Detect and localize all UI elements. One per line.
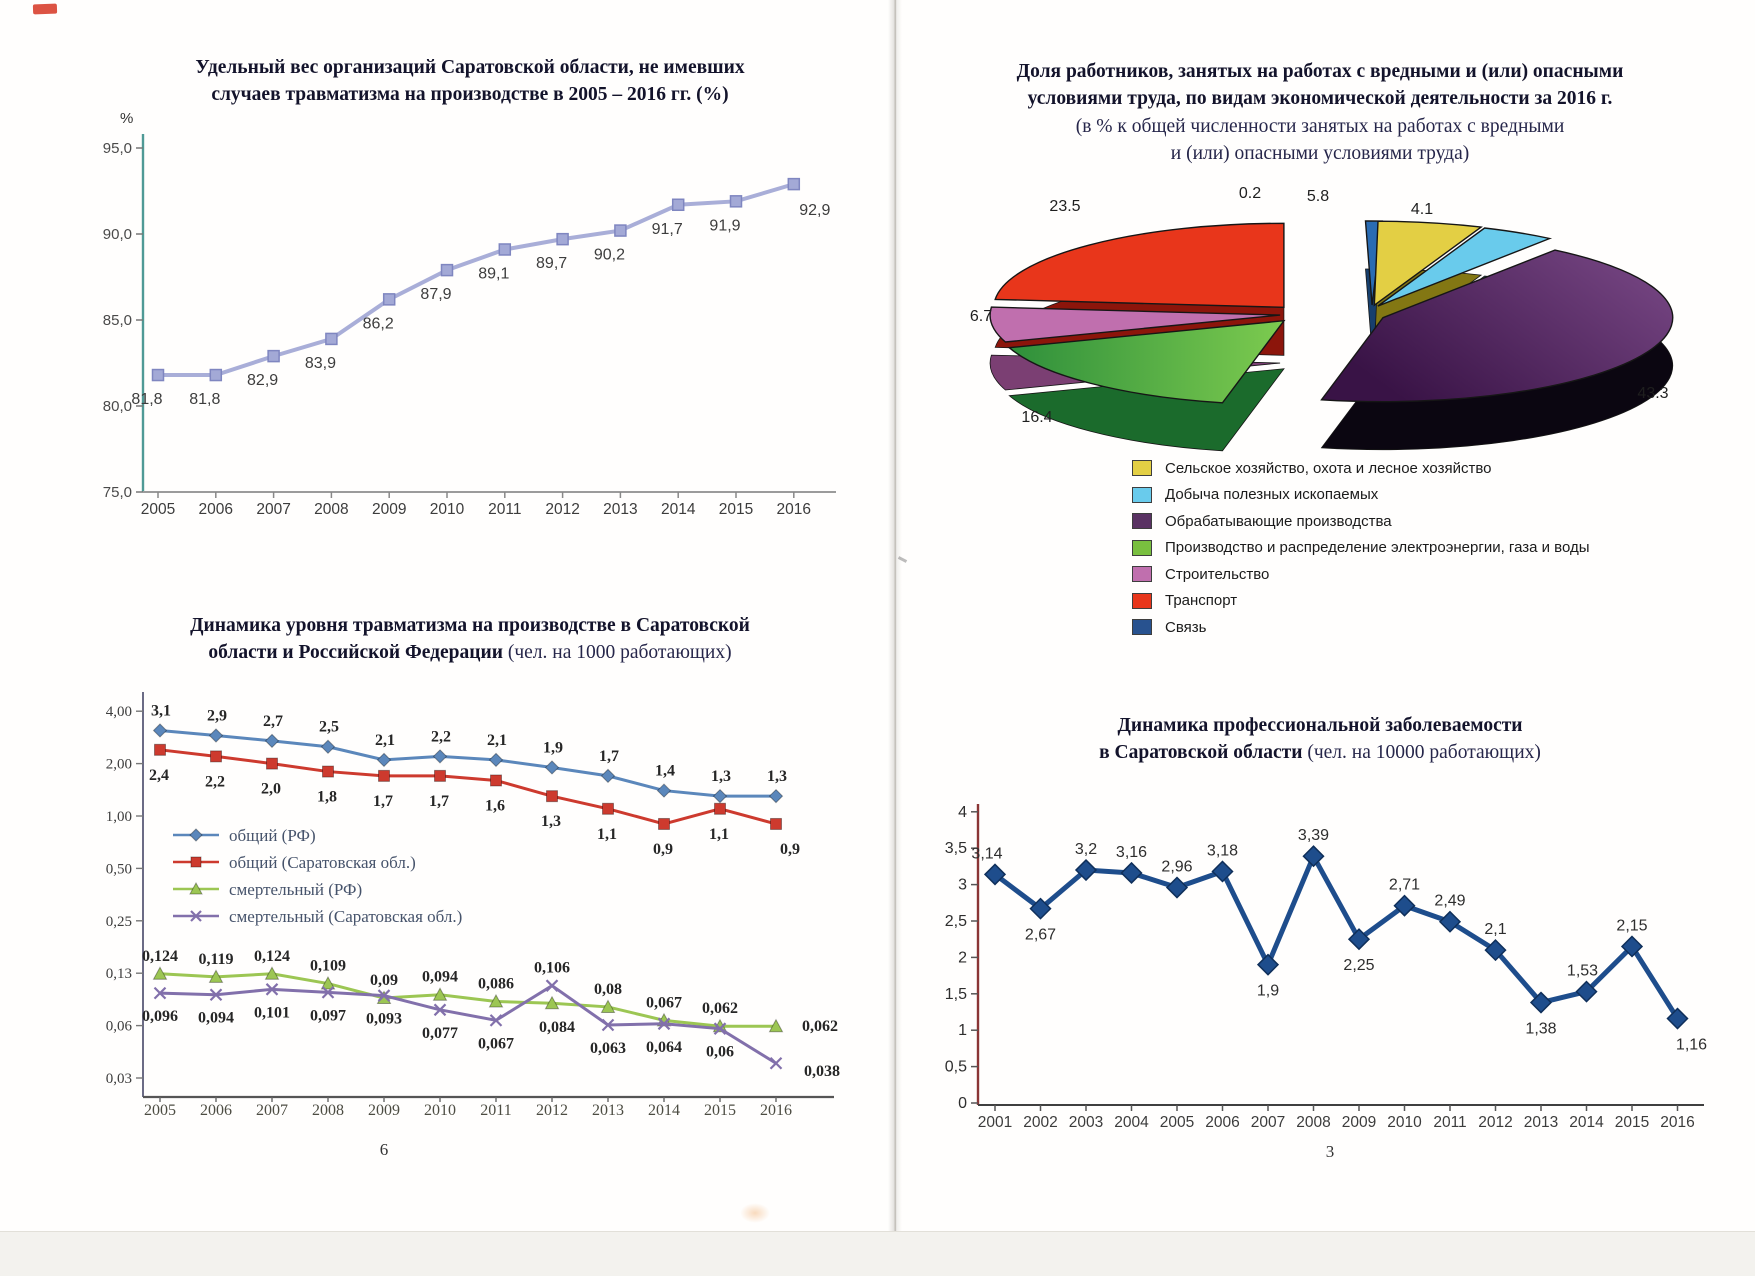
- chart2-title-line1: Динамика уровня травматизма на производстве в Саратовской: [190, 615, 750, 636]
- x-tick-label: 2009: [1341, 1114, 1377, 1131]
- red-scan-mark: [33, 4, 57, 15]
- x-tick-label: 2011: [480, 1102, 512, 1119]
- point-label: 0,109: [310, 957, 346, 975]
- x-tick-label: 2013: [1523, 1114, 1559, 1131]
- y-tick-label: 0,03: [105, 1071, 132, 1087]
- data-point-marker: [659, 818, 670, 829]
- chart1-y-axis-unit: %: [120, 110, 134, 127]
- point-label: 0,106: [534, 959, 570, 977]
- point-label: 1,3: [767, 768, 787, 786]
- x-tick-label: 2010: [1387, 1114, 1422, 1131]
- right-page-number: 3: [1325, 1142, 1335, 1161]
- point-label: 1,7: [373, 792, 393, 810]
- x-tick-label: 2012: [536, 1102, 568, 1119]
- legend-label: Транспорт: [1165, 592, 1238, 610]
- data-point-marker: [771, 818, 782, 829]
- pie-title-line1: Доля работников, занятых на работах с вредными и (или) опасными: [1016, 61, 1624, 82]
- pie-legend-item: [1132, 614, 1590, 641]
- data-point-marker: [1304, 846, 1324, 866]
- x-tick-label: 2008: [314, 501, 349, 518]
- point-label: 0,9: [780, 840, 800, 858]
- chart4-title-units: (чел. на 10000 работающих): [1307, 742, 1541, 764]
- data-point-marker: [658, 784, 671, 797]
- data-point-marker: [268, 351, 279, 362]
- point-label: 3,18: [1206, 842, 1239, 860]
- y-tick-label: 4,00: [105, 704, 132, 721]
- data-point-marker: [434, 750, 447, 763]
- data-point-marker: [322, 740, 335, 753]
- point-label: 3,2: [1074, 841, 1098, 859]
- point-label: 1,1: [709, 825, 729, 843]
- point-label: 2,1: [375, 731, 395, 749]
- point-label: 1,7: [599, 747, 619, 765]
- point-label: 0,064: [646, 1038, 682, 1056]
- x-tick-label: 2005: [140, 501, 176, 518]
- pie-legend-item: [1132, 455, 1590, 482]
- point-label: 0,062: [802, 1018, 838, 1036]
- data-point-marker: [267, 758, 278, 769]
- point-label: 2,1: [487, 731, 507, 749]
- point-label: 2,49: [1434, 892, 1466, 910]
- x-tick-label: 2015: [704, 1102, 736, 1119]
- y-tick-label: 3: [958, 876, 967, 894]
- data-point-marker: [435, 770, 446, 781]
- chart-injury-dynamics: [105, 678, 863, 1136]
- data-point-marker: [731, 196, 742, 207]
- data-point-marker: [499, 244, 510, 255]
- x-tick-label: 2007: [256, 501, 291, 518]
- data-point-marker: [770, 790, 783, 803]
- point-label: 2,71: [1388, 876, 1421, 894]
- y-tick-label: 2,5: [944, 913, 967, 930]
- point-label: 0,094: [198, 1009, 234, 1027]
- data-line: [160, 974, 776, 1026]
- point-label: 90,2: [593, 246, 625, 264]
- x-tick-label: 2008: [312, 1102, 344, 1119]
- y-tick-label: 4: [958, 803, 967, 821]
- y-tick-label: 95,0: [102, 140, 132, 157]
- x-tick-label: 2006: [1205, 1114, 1240, 1131]
- x-tick-label: 2005: [1159, 1114, 1195, 1131]
- point-label: 91,9: [709, 217, 741, 235]
- chart-no-injury-share: [102, 118, 853, 526]
- point-label: 1,7: [429, 792, 449, 810]
- point-label: 2,0: [261, 780, 281, 798]
- orange-smudge: [740, 1203, 770, 1223]
- pie-slice: [995, 223, 1284, 307]
- point-label: 1,8: [317, 788, 337, 806]
- data-point-marker: [1213, 861, 1233, 881]
- x-tick-label: 2001: [977, 1114, 1013, 1131]
- point-label: 0,067: [478, 1035, 514, 1053]
- data-point-marker: [491, 775, 502, 786]
- point-label: 0,063: [590, 1039, 626, 1057]
- data-point-marker: [210, 729, 223, 742]
- data-point-marker: [378, 753, 391, 766]
- data-point-marker: [154, 724, 167, 737]
- data-point-marker: [715, 803, 726, 814]
- y-tick-label: 0,5: [944, 1058, 967, 1076]
- pie-value-label: 0.2: [1238, 185, 1262, 202]
- chart1-title-line2: случаев травматизма на производстве в 2005 – 2016 гг. (%): [211, 84, 729, 106]
- x-tick-label: 2005: [144, 1102, 176, 1119]
- x-tick-label: 2011: [1433, 1114, 1467, 1131]
- point-label: 1,16: [1675, 1036, 1708, 1054]
- legend-label: Добыча полезных ископаемых: [1165, 486, 1379, 504]
- x-tick-label: 2013: [592, 1102, 624, 1119]
- point-label: 1,4: [655, 762, 675, 780]
- chart1-title-line1: Удельный вес организаций Саратовской области, не имевших: [195, 57, 745, 78]
- data-point-marker: [788, 179, 799, 190]
- x-tick-label: 2002: [1023, 1114, 1058, 1131]
- pie-title-line2: условиями труда, по видам экономической деятельности за 2016 г.: [1027, 88, 1613, 110]
- x-tick-label: 2003: [1068, 1114, 1104, 1131]
- chart1-title: [150, 54, 790, 109]
- y-tick-label: 75,0: [102, 484, 132, 501]
- point-label: 0,084: [539, 1019, 575, 1037]
- x-tick-label: 2010: [424, 1102, 456, 1119]
- chart2-title: [155, 612, 785, 667]
- x-tick-label: 2016: [760, 1102, 792, 1119]
- pie-value-label: 6.7: [969, 308, 993, 325]
- pie-legend-item: [1132, 588, 1590, 615]
- scan-bottom-edge: [0, 1231, 1755, 1276]
- pie-value-label: 43.3: [1637, 385, 1669, 402]
- point-label: 1,3: [711, 768, 731, 786]
- point-label: 91,7: [651, 220, 683, 238]
- data-point-marker: [191, 857, 201, 867]
- x-tick-label: 2014: [648, 1102, 680, 1119]
- point-label: 2,9: [207, 707, 227, 725]
- point-label: 0,101: [254, 1004, 290, 1022]
- legend-label: Обрабатывающие производства: [1165, 512, 1392, 530]
- point-label: 0,067: [646, 994, 682, 1012]
- x-tick-label: 2004: [1114, 1114, 1149, 1131]
- y-tick-label: 1,00: [105, 809, 132, 825]
- data-point-marker: [379, 770, 390, 781]
- data-point-marker: [546, 761, 559, 774]
- pie-title: [985, 58, 1655, 167]
- x-tick-label: 2012: [545, 501, 580, 518]
- x-tick-label: 2016: [1660, 1114, 1695, 1131]
- x-tick-label: 2007: [1250, 1114, 1286, 1131]
- data-line: [158, 184, 794, 375]
- legend-label: смертельный (РФ): [229, 880, 363, 899]
- point-label: 81,8: [189, 391, 221, 409]
- legend-label: Строительство: [1165, 565, 1270, 583]
- legend-label: Связь: [1165, 618, 1207, 636]
- point-label: 0,124: [142, 947, 178, 965]
- point-label: 82,9: [247, 372, 279, 390]
- data-point-marker: [190, 829, 202, 841]
- x-tick-label: 2013: [603, 501, 638, 518]
- pie-legend-item: [1132, 561, 1590, 588]
- point-label: 2,1: [1484, 921, 1507, 939]
- data-point-marker: [615, 225, 626, 236]
- x-tick-label: 2008: [1296, 1114, 1331, 1131]
- pie-title-line4: и (или) опасными условиями труда): [1170, 142, 1470, 164]
- point-label: 89,7: [536, 255, 568, 273]
- pie-legend-item: [1132, 482, 1590, 509]
- legend-swatch: [1132, 566, 1152, 582]
- data-line: [995, 856, 1678, 1018]
- legend-label: общий (РФ): [229, 826, 316, 845]
- point-label: 0,097: [310, 1007, 346, 1025]
- chart4-title-line1: Динамика профессиональной заболеваемости: [1117, 715, 1523, 736]
- pie-value-label: 16.4: [1021, 409, 1053, 426]
- point-label: 0,09: [370, 972, 398, 990]
- legend-label: Сельское хозяйство, охота и лесное хозяйство: [1165, 459, 1492, 477]
- point-label: 1,53: [1566, 962, 1599, 980]
- pie-value-label: 23.5: [1049, 198, 1081, 215]
- point-label: 0,08: [594, 980, 622, 998]
- point-label: 81,8: [131, 391, 163, 409]
- point-label: 1,9: [1256, 982, 1280, 1000]
- x-tick-label: 2014: [1569, 1114, 1604, 1131]
- y-tick-label: 1: [958, 1022, 967, 1040]
- data-point-marker: [603, 803, 614, 814]
- data-point-marker: [384, 294, 395, 305]
- pie-legend-item: [1132, 535, 1590, 562]
- y-tick-label: 1,5: [944, 985, 967, 1003]
- point-label: 2,15: [1616, 917, 1648, 935]
- point-label: 2,2: [431, 728, 451, 746]
- y-tick-label: 0,06: [105, 1018, 132, 1035]
- x-tick-label: 2006: [198, 501, 234, 518]
- legend-label: Производство и распределение электроэнергии, газа и воды: [1165, 539, 1590, 557]
- point-label: 0,077: [422, 1024, 458, 1042]
- data-point-marker: [1122, 863, 1142, 883]
- data-point-marker: [326, 333, 337, 344]
- x-tick-label: 2015: [1614, 1114, 1650, 1131]
- data-point-marker: [714, 790, 727, 803]
- point-label: 1,38: [1525, 1020, 1557, 1038]
- data-point-marker: [490, 753, 503, 766]
- chart4-title: [1020, 712, 1620, 767]
- legend-swatch: [1132, 540, 1152, 556]
- y-tick-label: 3,5: [944, 840, 967, 858]
- point-label: 0,062: [702, 1000, 738, 1018]
- x-tick-label: 2015: [718, 501, 754, 518]
- point-label: 2,5: [319, 718, 339, 736]
- legend-swatch: [1132, 487, 1152, 503]
- point-label: 2,4: [149, 766, 169, 784]
- legend-swatch: [1132, 460, 1152, 476]
- point-label: 0,094: [422, 968, 458, 986]
- data-point-marker: [557, 234, 568, 245]
- pie-legend: [1132, 455, 1590, 641]
- data-point-marker: [153, 370, 164, 381]
- data-point-marker: [266, 734, 279, 747]
- y-tick-label: 2: [958, 949, 967, 967]
- chart-harmful-conditions-pie: [935, 168, 1725, 480]
- point-label: 0,9: [653, 840, 673, 858]
- point-label: 1,3: [541, 813, 561, 831]
- y-tick-label: 85,0: [102, 312, 132, 329]
- data-line: [160, 730, 776, 796]
- data-point-marker: [211, 751, 222, 762]
- chart2-title-units: (чел. на 1000 работающих): [507, 642, 732, 664]
- y-tick-label: 80,0: [102, 398, 132, 415]
- point-label: 89,1: [478, 265, 510, 283]
- x-tick-label: 2007: [256, 1102, 288, 1119]
- point-label: 0,06: [706, 1043, 734, 1061]
- y-tick-label: 0,13: [105, 966, 132, 983]
- point-label: 92,9: [799, 202, 831, 220]
- point-label: 3,16: [1115, 843, 1148, 861]
- x-tick-label: 2009: [368, 1102, 400, 1119]
- legend-label: общий (Саратовская обл.): [229, 853, 416, 872]
- y-tick-label: 0,25: [105, 913, 132, 930]
- point-label: 0,038: [804, 1063, 840, 1081]
- point-label: 0,086: [478, 975, 514, 993]
- data-point-marker: [1258, 955, 1278, 975]
- pie-legend-item: [1132, 508, 1590, 535]
- data-point-marker: [210, 370, 221, 381]
- point-label: 3,1: [151, 702, 171, 720]
- point-label: 83,9: [304, 354, 336, 372]
- page-fold: [888, 0, 902, 1233]
- point-label: 0,119: [198, 950, 234, 968]
- data-point-marker: [547, 791, 558, 802]
- point-label: 2,25: [1343, 957, 1375, 975]
- chart4-title-line2: в Саратовской области (чел. на 10000 работающих): [1099, 742, 1541, 764]
- y-tick-label: 90,0: [102, 226, 132, 243]
- data-point-marker: [323, 766, 334, 777]
- point-label: 87,9: [420, 286, 452, 304]
- data-point-marker: [155, 744, 166, 755]
- x-tick-label: 2014: [660, 501, 696, 518]
- pie-value-label: 5.8: [1306, 188, 1330, 205]
- y-tick-label: 0,50: [105, 861, 132, 878]
- point-label: 2,67: [1024, 926, 1057, 944]
- y-tick-label: 2,00: [105, 756, 132, 773]
- point-label: 86,2: [362, 315, 394, 333]
- legend-swatch: [1132, 619, 1152, 635]
- point-label: 0,124: [254, 947, 290, 965]
- point-label: 2,2: [205, 773, 225, 791]
- data-point-marker: [442, 265, 453, 276]
- x-tick-label: 2006: [200, 1102, 232, 1119]
- data-point-marker: [1167, 878, 1187, 898]
- point-label: 2,96: [1161, 858, 1193, 876]
- point-label: 1,6: [485, 797, 505, 815]
- point-label: 1,1: [597, 825, 617, 843]
- point-label: 0,093: [366, 1010, 402, 1028]
- pie-value-label: 4.1: [1410, 201, 1434, 218]
- point-label: 3,39: [1297, 827, 1330, 845]
- legend-swatch: [1132, 513, 1152, 529]
- y-tick-label: 0: [958, 1095, 967, 1112]
- point-label: 0,096: [142, 1008, 178, 1026]
- x-tick-label: 2011: [488, 501, 522, 518]
- chart-occupational-morbidity: [944, 788, 1734, 1186]
- x-tick-label: 2010: [429, 501, 465, 518]
- x-tick-label: 2012: [1478, 1114, 1513, 1131]
- point-label: 3,14: [971, 845, 1003, 863]
- left-page-number: 6: [379, 1140, 389, 1159]
- chart2-title-line2: области и Российской Федерации (чел. на 1000 работающих): [208, 642, 732, 664]
- legend-swatch: [1132, 593, 1152, 609]
- data-point-marker: [602, 769, 615, 782]
- x-tick-label: 2009: [371, 501, 407, 518]
- point-label: 1,9: [543, 739, 563, 757]
- pie-title-line3: (в % к общей численности занятых на работах с вредными: [1075, 115, 1565, 137]
- x-tick-label: 2016: [776, 501, 812, 518]
- point-label: 2,7: [263, 712, 283, 730]
- data-point-marker: [673, 199, 684, 210]
- legend-label: смертельный (Саратовская обл.): [229, 907, 463, 926]
